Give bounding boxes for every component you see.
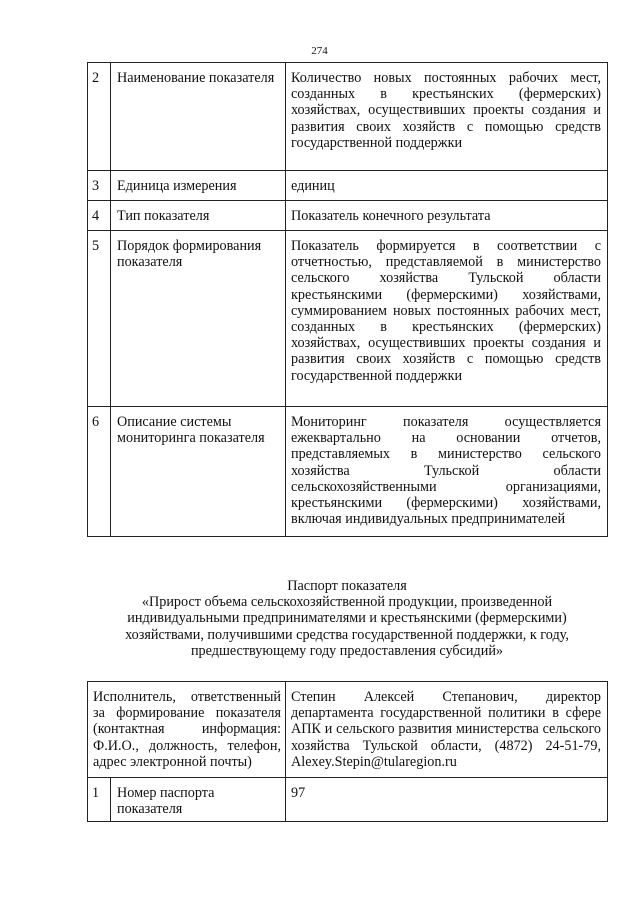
page-number: 274 [311, 45, 328, 57]
row-number: 6 [88, 407, 111, 537]
row-label: Порядок формирования показателя [111, 231, 286, 407]
row-value: Показатель формируется в соответствии с отчетностью, представляемой в министерство сельского хозяйства Тульской области крестьянскими (фермерскими) хозяйствами, суммированием новых постоянных рабочих мест, созданных в крестьянских (фермерских) хозяйствах, осуществивших проекты создания и развития своих хозяйств с помощью средств государственной поддержки [286, 231, 608, 407]
row-label: Наименование показателя [111, 63, 286, 171]
table-row [88, 778, 608, 822]
row-number: 2 [88, 63, 111, 171]
passport-title: Паспорт показателя [287, 578, 407, 594]
passport-subtitle-line: «Прирост объема сельскохозяйственной продукции, произведенной [141, 594, 553, 611]
row-number: 4 [88, 201, 111, 231]
row-value: Количество новых постоянных рабочих мест, созданных в крестьянских (фермерских) хозяйствах, осуществивших проекты создания и развития своих хозяйств с помощью средств государственной поддержки [286, 63, 608, 171]
table-row [88, 201, 608, 231]
executor-label: Исполнитель, ответственный за формирование показателя (контактная информация: Ф.И.О., должность, телефон, адрес электронной почты) [88, 682, 286, 778]
row-label: Номер паспорта показателя [111, 778, 286, 822]
row-number: 5 [88, 231, 111, 407]
table-row [88, 682, 608, 778]
row-value: единиц [286, 171, 608, 201]
passport-subtitle-line: индивидуальными предпринимателями и крестьянскими (фермерскими) [127, 610, 567, 627]
row-label: Единица измерения [111, 171, 286, 201]
table-row [88, 171, 608, 201]
executor-value: Степин Алексей Степанович, директор департамента государственной политики в сфере АПК и сельского развития министерства сельского хозяйства Тульской области, (4872) 24-51-79, Alexey.Stepin@tularegion.ru [286, 682, 608, 778]
row-number: 1 [88, 778, 111, 822]
passport-heading [87, 578, 607, 659]
row-value: Мониторинг показателя осуществляется ежеквартально на основании отчетов, представляемых в министерство сельского хозяйства Тульской области сельскохозяйственными организациями, крестьянскими (фермерскими) хозяйствами, включая индивидуальных предпринимателей [286, 407, 608, 537]
passport-subtitle-line: предшествующему году предоставления субсидий» [190, 642, 504, 659]
passport-subtitle-line: хозяйствами, получившими средства государственной поддержки, к году, [125, 626, 569, 643]
row-label: Тип показателя [111, 201, 286, 231]
row-value: Показатель конечного результата [286, 201, 608, 231]
table-row [88, 407, 608, 537]
table-row [88, 231, 608, 407]
row-label: Описание системы мониторинга показателя [111, 407, 286, 537]
row-value: 97 [286, 778, 608, 822]
row-number: 3 [88, 171, 111, 201]
table-row [88, 63, 608, 171]
passport-table [87, 681, 608, 822]
indicator-table [87, 62, 608, 537]
